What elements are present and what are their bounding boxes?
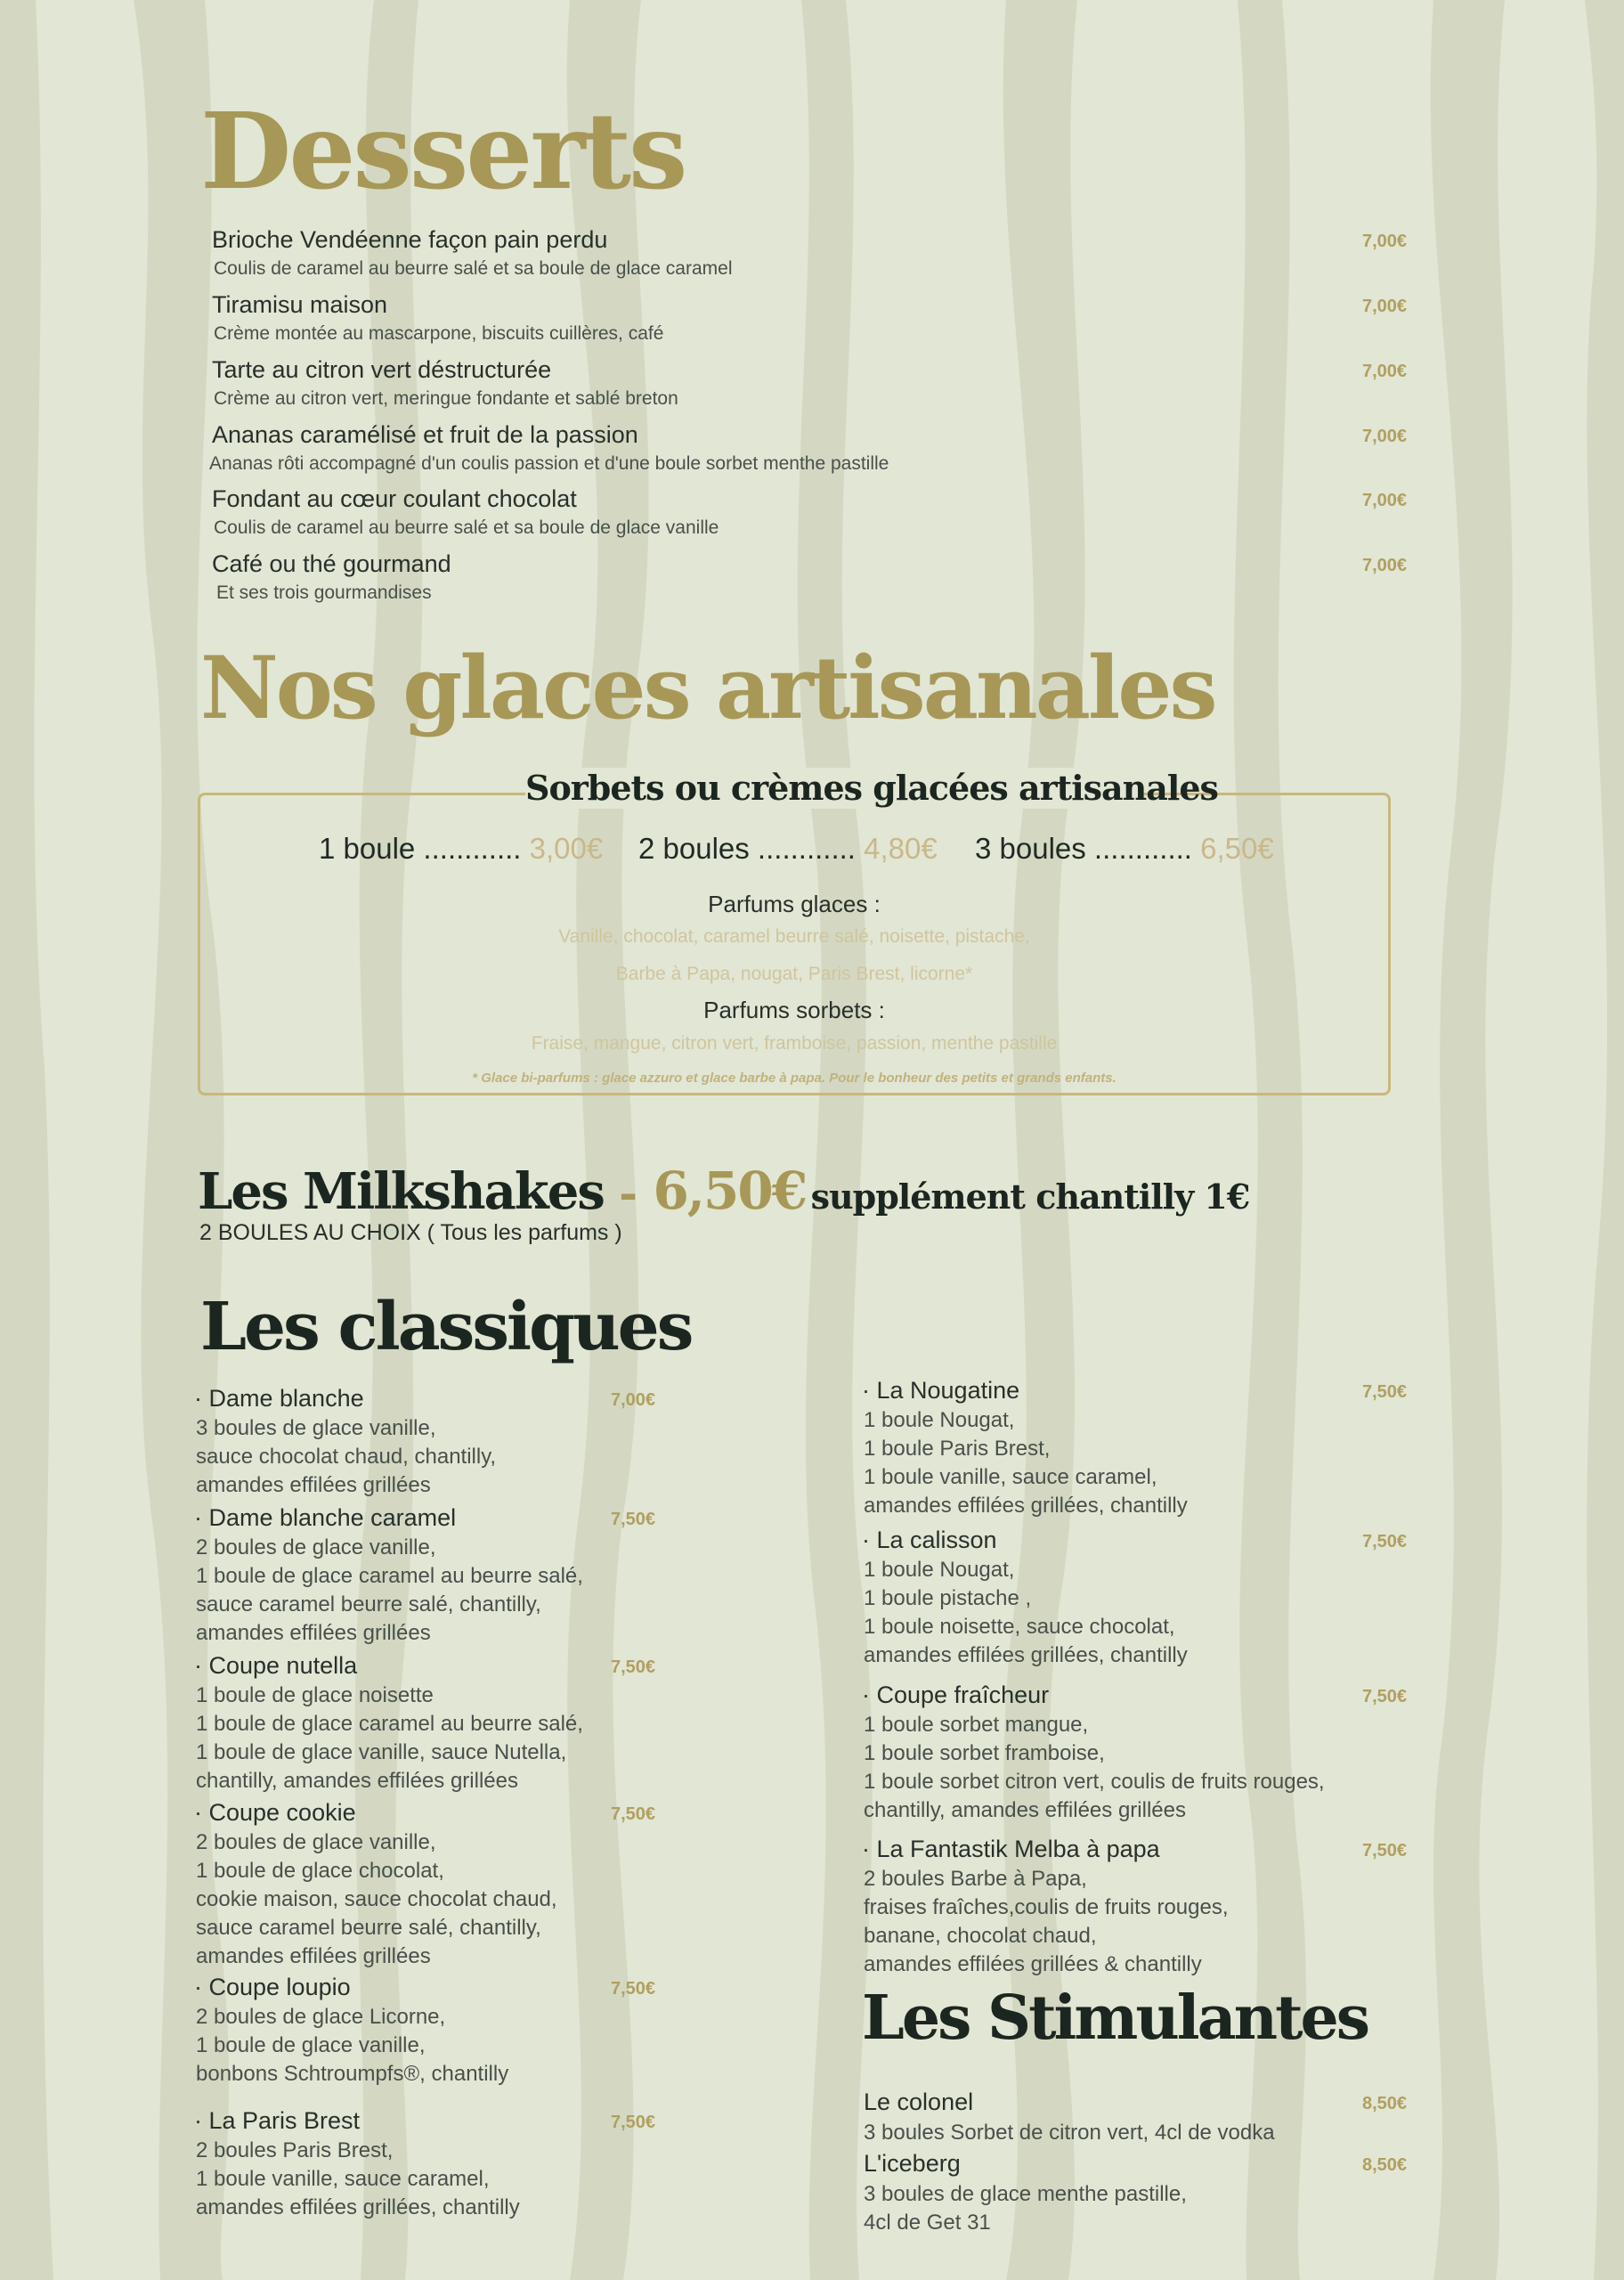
classiques-title: Les classiques <box>200 1289 692 1365</box>
glaces-flavours-label: Parfums glaces : <box>708 891 881 917</box>
stimulante-desc: 3 boules Sorbet de citron vert, 4cl de vodka <box>864 2121 1275 2145</box>
classique-desc: 1 boule Nougat, 1 boule Paris Brest, 1 boule vanille, sauce caramel, amandes effilées grillées, chantilly <box>864 1408 1188 1518</box>
classique-desc: 2 boules de glace vanille, 1 boule de glace caramel au beurre salé, sauce caramel beurre salé, chantilly, amandes effilées grillées <box>196 1535 583 1645</box>
sorbets-flavours-line: Fraise, mangue, citron vert, framboise, passion, menthe pastille <box>531 1033 1058 1054</box>
sorbets-flavours-label: Parfums sorbets : <box>703 997 885 1023</box>
scoop-price-1: 1 boule ............ 3,00€ <box>319 832 604 865</box>
classique-desc: 1 boule sorbet mangue, 1 boule sorbet framboise, 1 boule sorbet citron vert, coulis de fruits rouges, chantilly, amandes effilées grillées <box>864 1713 1325 1822</box>
stimulante-desc: 3 boules de glace menthe pastille, 4cl de Get 31 <box>864 2182 1187 2235</box>
classique-desc: 1 boule de glace noisette 1 boule de glace caramel au beurre salé, 1 boule de glace vanille, sauce Nutella, chantilly, amandes effilées grillées <box>196 1683 583 1793</box>
classique-desc: 1 boule Nougat, 1 boule pistache , 1 boule noisette, sauce chocolat, amandes effilées grillées, chantilly <box>864 1558 1188 1667</box>
classique-desc: 2 boules de glace Licorne, 1 boule de glace vanille, bonbons Schtroumpfs®, chantilly <box>196 2005 509 2086</box>
dessert-desc: Ananas rôti accompagné d'un coulis passion et d'une boule sorbet menthe pastille <box>209 453 889 474</box>
scoop-price-3: 3 boules ............ 6,50€ <box>975 832 1274 865</box>
dessert-price: 7,00€ <box>1362 556 1408 575</box>
classique-price: 7,50€ <box>1362 1382 1408 1402</box>
milkshakes-title: Les Milkshakes <box>198 1162 604 1221</box>
milkshakes-price: 6,50€ <box>653 1160 807 1221</box>
dessert-name: Café ou thé gourmand <box>212 550 451 577</box>
dessert-price: 7,00€ <box>1362 362 1408 381</box>
classique-name: · Dame blanche caramel <box>194 1504 457 1531</box>
classique-desc: 2 boules de glace vanille, 1 boule de glace chocolat, cookie maison, sauce chocolat chaud, sauce caramel beurre salé, chantilly, amandes effilées grillées <box>196 1830 557 1968</box>
classique-price: 7,50€ <box>1362 1687 1408 1706</box>
glaces-box-title: Sorbets ou crèmes glacées artisanales <box>525 768 1218 808</box>
dessert-name: Ananas caramélisé et fruit de la passion <box>212 421 638 448</box>
milkshakes-supplement: supplément chantilly 1€ <box>810 1177 1250 1217</box>
milkshakes-subtitle: 2 BOULES AU CHOIX ( Tous les parfums ) <box>199 1220 622 1245</box>
stimulante-price: 8,50€ <box>1362 2155 1408 2175</box>
dessert-desc: Coulis de caramel au beurre salé et sa boule de glace caramel <box>214 258 733 279</box>
classique-price: 7,50€ <box>1362 1532 1408 1551</box>
dessert-name: Tiramisu maison <box>212 291 388 318</box>
classique-price: 7,00€ <box>611 1390 656 1410</box>
dessert-price: 7,00€ <box>1362 232 1408 251</box>
glaces-flavours-line: Barbe à Papa, nougat, Paris Brest, licorne* <box>615 964 973 984</box>
classique-name: · La Paris Brest <box>194 2107 361 2134</box>
glaces-footnote: * Glace bi-parfums : glace azzuro et glace barbe à papa. Pour le bonheur des petits et grands enfants. <box>472 1071 1116 1086</box>
scoop-price-2: 2 boules ............ 4,80€ <box>638 832 938 865</box>
stimulantes-title: Les Stimulantes <box>862 1983 1368 2054</box>
classique-desc: 2 boules Barbe à Papa, fraises fraîches,coulis de fruits rouges, banane, chocolat chaud, amandes effilées grillées & chantilly <box>864 1867 1229 1976</box>
milkshakes-heading: Les Milkshakes - 6,50€ supplément chantilly 1€ <box>198 1160 1250 1221</box>
dessert-desc: Crème montée au mascarpone, biscuits cuillères, café <box>214 323 664 344</box>
classique-name: · Coupe fraîcheur <box>862 1682 1050 1708</box>
classique-price: 7,50€ <box>611 1510 656 1529</box>
stimulante-price: 8,50€ <box>1362 2094 1408 2113</box>
classique-price: 7,50€ <box>611 2113 656 2132</box>
classique-name: · Coupe cookie <box>194 1799 356 1826</box>
glaces-title: Nos glaces artisanales <box>200 638 1215 738</box>
classique-price: 7,50€ <box>611 1657 656 1677</box>
dessert-price: 7,00€ <box>1362 491 1408 510</box>
dessert-name: Fondant au cœur coulant chocolat <box>212 485 577 512</box>
dessert-price: 7,00€ <box>1362 297 1408 316</box>
classique-name: · La Nougatine <box>862 1377 1020 1404</box>
classique-desc: 3 boules de glace vanille, sauce chocolat chaud, chantilly, amandes effilées grillées <box>196 1416 497 1497</box>
classique-name: · Coupe nutella <box>194 1652 358 1679</box>
stimulante-name: Le colonel <box>864 2089 974 2115</box>
dessert-price: 7,00€ <box>1362 427 1408 446</box>
dessert-desc: Et ses trois gourmandises <box>216 582 432 603</box>
classique-name: · Dame blanche <box>194 1385 364 1412</box>
classique-desc: 2 boules Paris Brest, 1 boule vanille, sauce caramel, amandes effilées grillées, chantilly <box>196 2138 520 2219</box>
dessert-desc: Crème au citron vert, meringue fondante et sablé breton <box>214 388 678 409</box>
classique-price: 7,50€ <box>1362 1841 1408 1861</box>
glaces-flavours-line: Vanille, chocolat, caramel beurre salé, noisette, pistache, <box>558 926 1030 947</box>
dessert-name: Tarte au citron vert déstructurée <box>212 356 552 383</box>
classique-name: · La calisson <box>862 1527 997 1553</box>
classique-price: 7,50€ <box>611 1979 656 1999</box>
classique-name: · La Fantastik Melba à papa <box>862 1836 1160 1862</box>
classique-price: 7,50€ <box>611 1804 656 1824</box>
desserts-title: Desserts <box>200 89 686 213</box>
classique-name: · Coupe loupio <box>194 1974 351 2000</box>
stimulante-name: L'iceberg <box>864 2150 961 2177</box>
dessert-desc: Coulis de caramel au beurre salé et sa boule de glace vanille <box>214 517 719 538</box>
dessert-name: Brioche Vendéenne façon pain perdu <box>212 226 608 253</box>
